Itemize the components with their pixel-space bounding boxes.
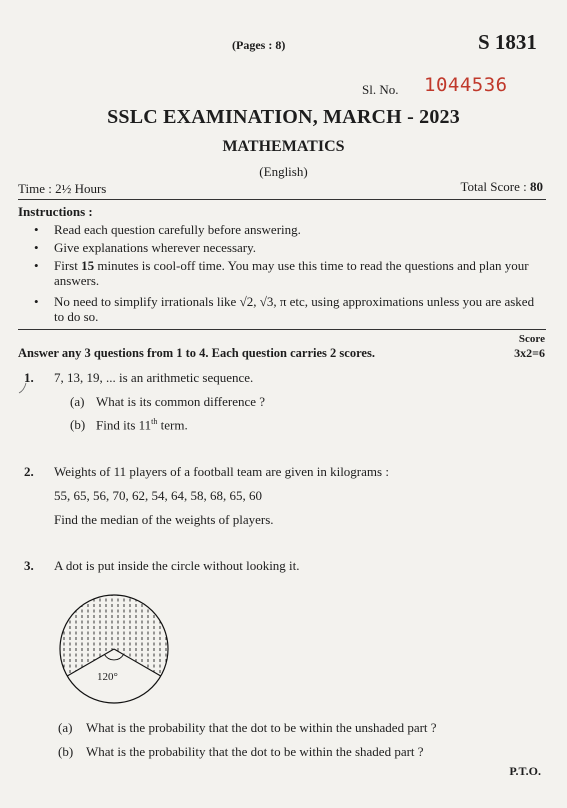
part-text-prefix: Find its 11 (96, 417, 152, 433)
instruction-prefix: First (54, 258, 82, 273)
instruction-bold-value: 15 (81, 258, 95, 273)
total-score (461, 179, 544, 195)
part-text: What is the probability that the dot to be within the shaded part ? (86, 744, 424, 759)
part-text: What is the probability that the dot to be within the unshaded part ? (86, 720, 437, 735)
bullet-icon: • (34, 222, 39, 237)
circle-figure (58, 593, 170, 705)
language-label: (English) (259, 164, 308, 179)
exam-title: SSLC EXAMINATION, MARCH - 2023 (107, 106, 460, 128)
divider-instructions (18, 329, 546, 330)
score-column-label: Score (518, 333, 545, 345)
question-followup: Find the median of the weights of players. (54, 512, 274, 527)
part-text (96, 417, 188, 433)
question-number: 1. (24, 370, 34, 385)
instruction-item (54, 258, 546, 288)
question-text: A dot is put inside the circle without looking it. (54, 558, 300, 573)
part-label: (a) (58, 720, 73, 735)
total-score-label: Total Score : (460, 179, 530, 194)
part-text: What is its common difference ? (96, 394, 266, 409)
instruction-rest: minutes is cool-off time. You may use this time to read the questions and plan your answers. (54, 258, 529, 288)
part-label: (a) (70, 394, 85, 409)
instruction-item: Give explanations wherever necessary. (54, 240, 257, 255)
instruction-item: No need to simplify irrationals like √2, √3, π etc, using approximations unless you are asked to do so. (54, 294, 535, 324)
question-text: Weights of 11 players of a football team are given in kilograms : (54, 464, 389, 479)
ordinal-suffix: th (151, 417, 158, 426)
page-count: (Pages : 8) (232, 38, 286, 52)
part-label: (b) (58, 744, 74, 759)
question-number: 2. (24, 464, 34, 479)
serial-number-label: Sl. No. (362, 82, 399, 97)
please-turn-over: P.T.O. (509, 764, 541, 778)
instruction-item: Read each question carefully before answering. (54, 222, 301, 237)
part-text-suffix: term. (157, 417, 188, 433)
question-text: 7, 13, 19, ... is an arithmetic sequence. (54, 370, 254, 385)
total-score-value: 80 (530, 179, 543, 194)
bullet-icon: • (34, 294, 39, 309)
angle-label: 120° (97, 671, 118, 683)
divider-top (18, 199, 546, 200)
section-instruction: Answer any 3 questions from 1 to 4. Each question carries 2 scores. (18, 346, 375, 360)
question-number: 3. (24, 558, 34, 573)
bullet-icon: • (34, 240, 39, 255)
weights-data: 55, 65, 56, 70, 62, 54, 64, 58, 68, 65, 60 (54, 488, 262, 503)
serial-number-value: 1044536 (424, 74, 508, 96)
section-score: 3x2=6 (514, 346, 545, 360)
time-allowed: Time : 2½ Hours (18, 181, 107, 196)
subject-title: MATHEMATICS (222, 138, 345, 155)
instructions-title: Instructions : (18, 204, 93, 219)
bullet-icon: • (34, 258, 39, 273)
paper-code: S 1831 (478, 30, 537, 54)
part-label: (b) (70, 417, 86, 432)
